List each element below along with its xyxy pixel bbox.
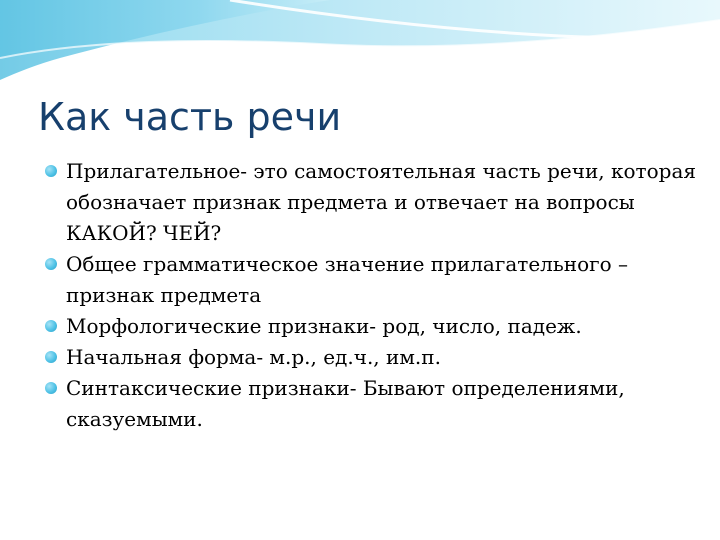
- bullet-text: Морфологические признаки- род, число, падеж.: [66, 314, 582, 338]
- bullet-list: [45, 156, 705, 435]
- bullet-text: Прилагательное- это самостоятельная часть речи, которая обозначает признак предмета и отвечает на вопросы КАКОЙ? ЧЕЙ?: [66, 159, 697, 245]
- bullet-dot-icon: [45, 382, 57, 394]
- bullet-item: [45, 342, 705, 373]
- bullet-text: Общее грамматическое значение прилагательного –признак предмета: [66, 252, 629, 307]
- bullet-text: Синтаксические признаки- Бывают определениями, сказуемыми.: [66, 376, 625, 431]
- slide-title: Как часть речи: [38, 95, 342, 139]
- bullet-item: [45, 373, 705, 435]
- decorative-wave: [0, 0, 720, 90]
- bullet-dot-icon: [45, 258, 57, 270]
- bullet-text: Начальная форма- м.р., ед.ч., им.п.: [66, 345, 441, 369]
- bullet-item: [45, 249, 705, 311]
- bullet-dot-icon: [45, 320, 57, 332]
- bullet-dot-icon: [45, 351, 57, 363]
- bullet-item: [45, 311, 705, 342]
- bullet-item: [45, 156, 705, 249]
- bullet-dot-icon: [45, 165, 57, 177]
